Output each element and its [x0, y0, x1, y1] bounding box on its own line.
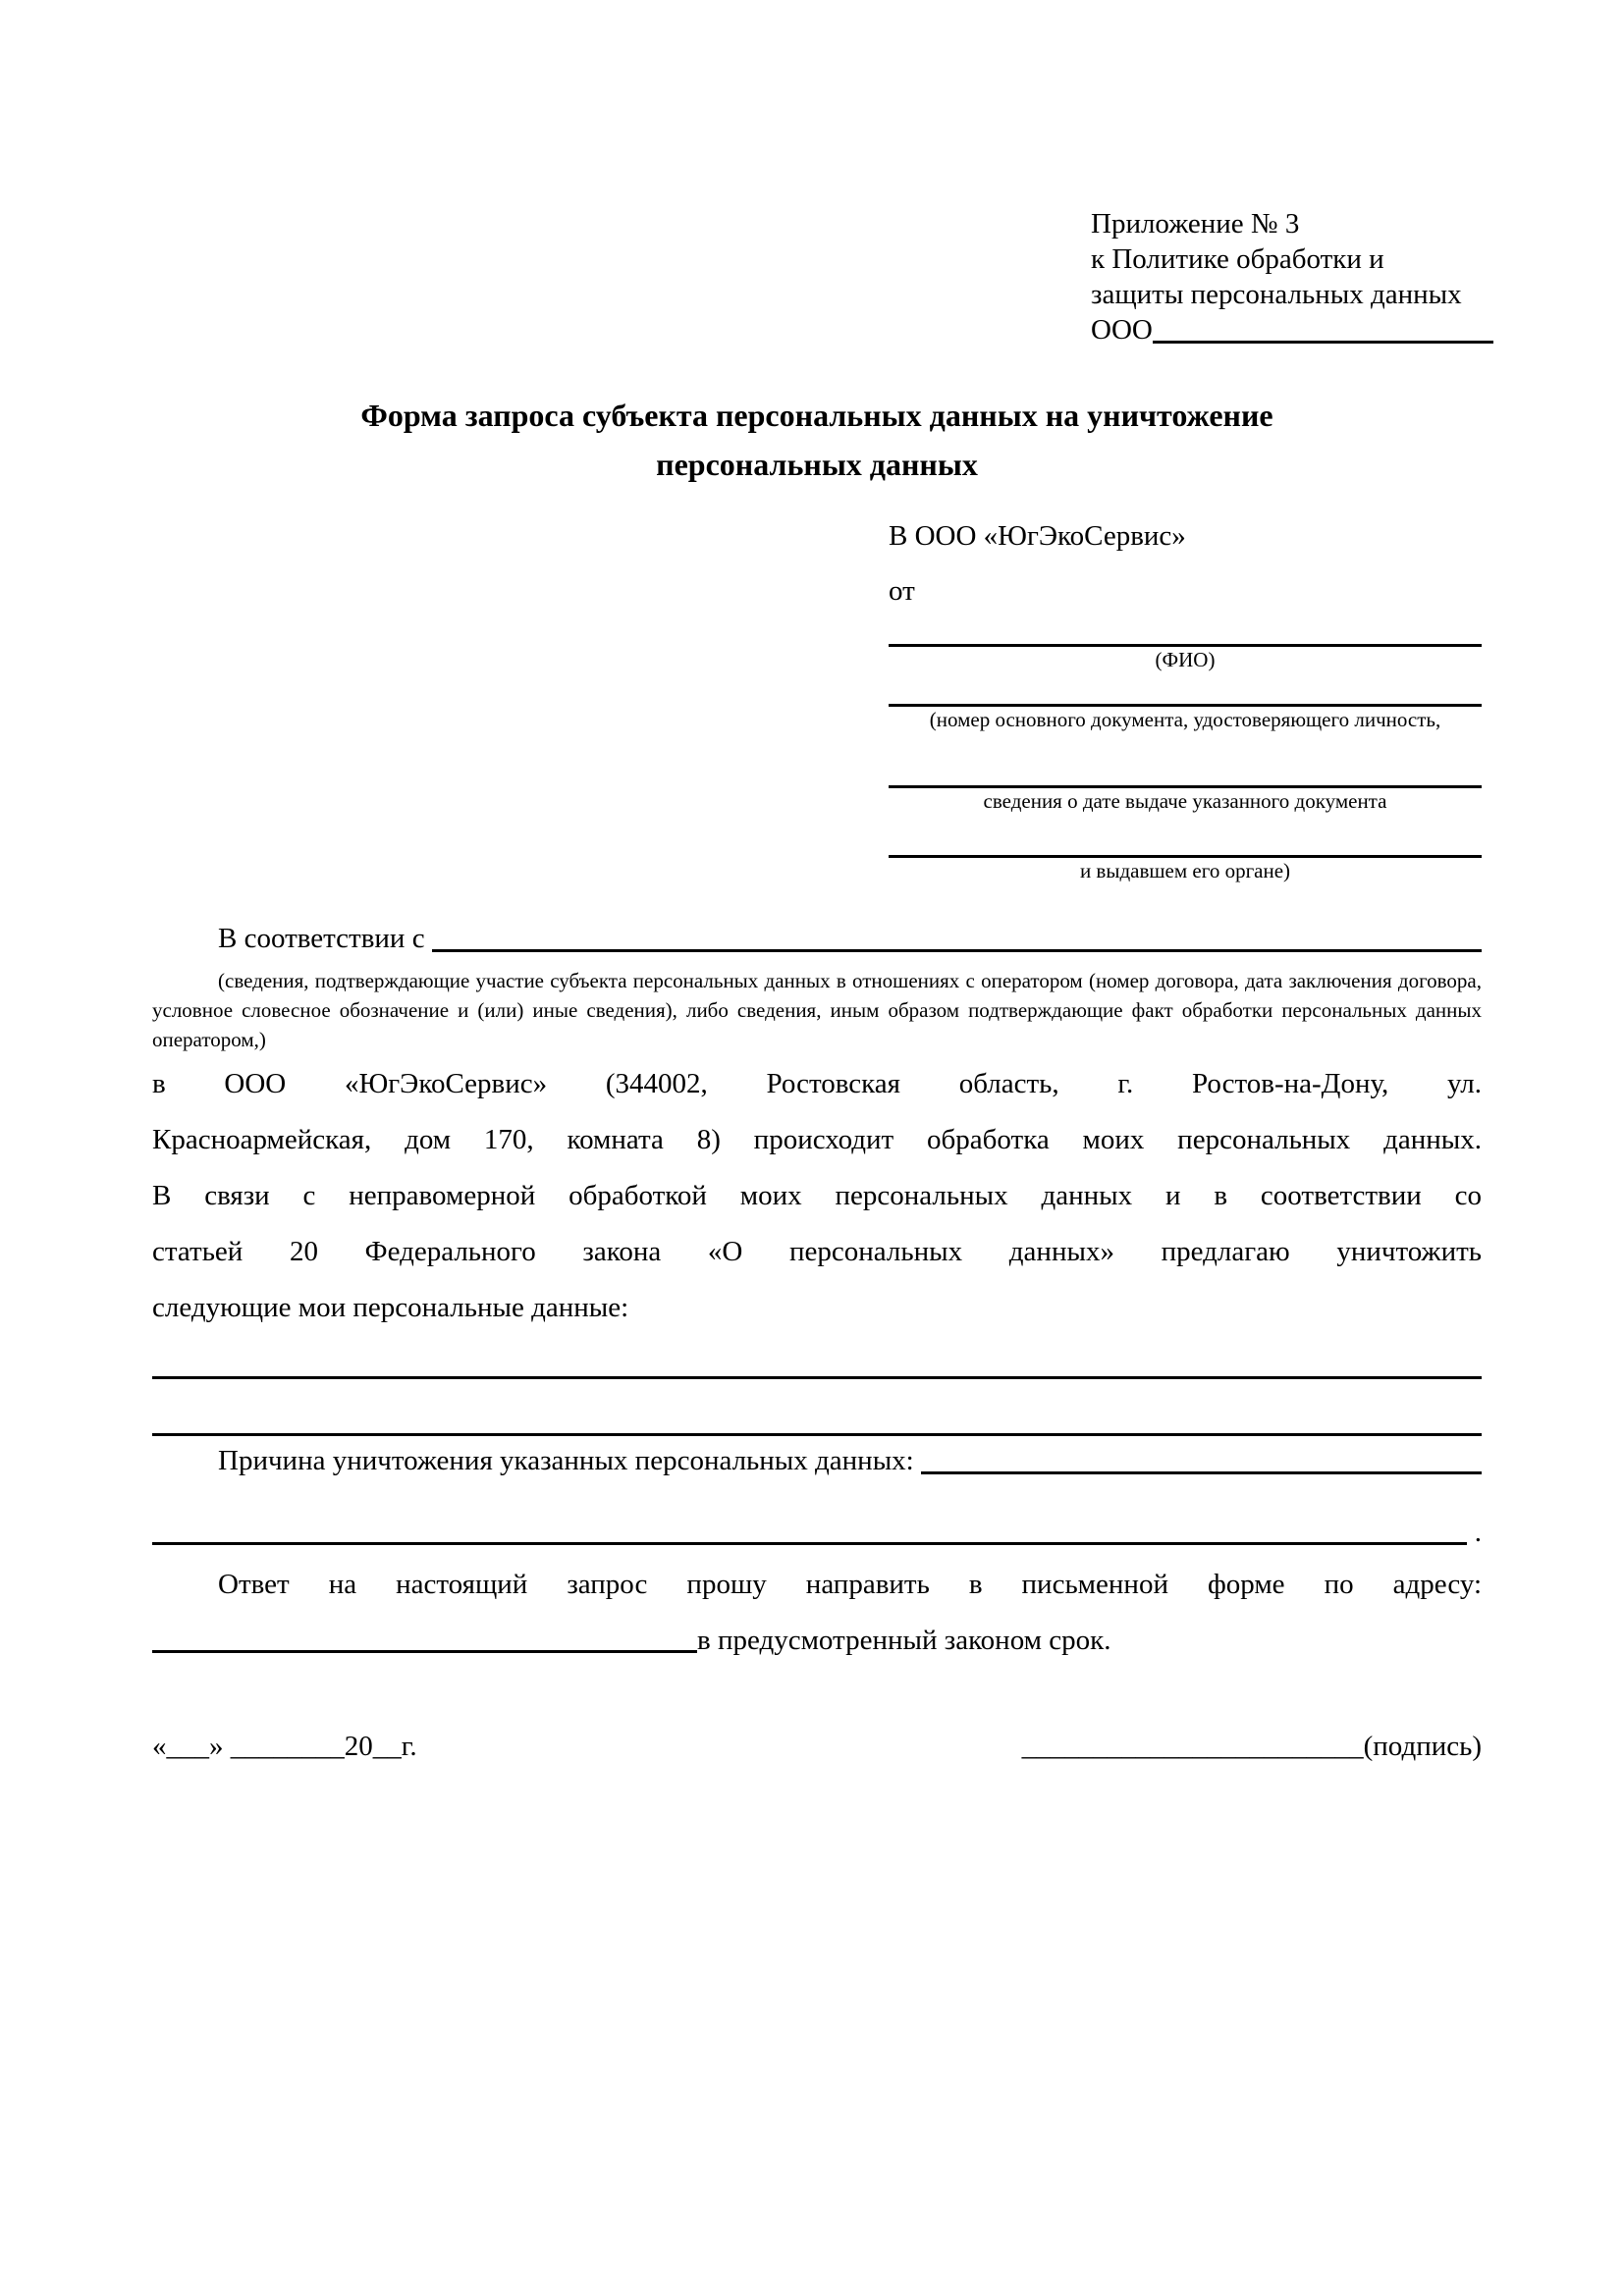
issuing-authority-field: [889, 814, 1482, 883]
page-title: [152, 391, 1482, 489]
reason-row: [152, 1443, 1482, 1479]
signature-blank-line: ________________________: [1021, 1731, 1364, 1762]
from-label: от: [889, 575, 915, 607]
body-line: Красноармейская, дом 170, комната 8) происходит обработка моих персональных данных.: [152, 1124, 1482, 1155]
ooo-label: ООО: [1091, 314, 1153, 346]
reason-period: .: [1474, 1517, 1482, 1548]
body-line: В связи с неправомерной обработкой моих персональных данных и в соответствии со: [152, 1180, 1482, 1211]
recipient-to: В ООО «ЮгЭкоСервис»: [889, 520, 1186, 552]
issue-date-field-label: сведения о дате выдаче указанного документа: [983, 789, 1387, 813]
title-line-1: Форма запроса субъекта персональных данных на уничтожение: [360, 398, 1273, 433]
page-content: [152, 0, 1482, 2296]
date-blank: «___» ________20__г.: [152, 1731, 417, 1762]
data-blank-line-2: [152, 1433, 1482, 1436]
body-line: следующие мои персональные данные:: [152, 1292, 629, 1323]
issue-date-field: [889, 732, 1482, 814]
accordance-row: [152, 921, 1482, 957]
reply-line-2-suffix: в предусмотренный законом срок.: [697, 1625, 1111, 1656]
title-line-2: персональных данных: [656, 447, 978, 482]
issue-date-blank-line: [889, 732, 1482, 788]
reason-blank-line: [921, 1443, 1482, 1474]
body-line: в ООО «ЮгЭкоСервис» (344002, Ростовская область, г. Ростов-на-Дону, ул.: [152, 1068, 1482, 1099]
reason-blank-line-2: [152, 1515, 1467, 1545]
accordance-lead: В соответствии с: [218, 923, 432, 954]
annex-header: [1091, 206, 1493, 347]
fio-blank-line: [889, 609, 1482, 647]
annex-line-3: защиты персональных данных: [1091, 279, 1462, 310]
explanatory-note: (сведения, подтверждающие участие субъекта персональных данных в отношениях с оператором (номер договора, дата заключения договора, условное словесное обозначение и (или) иные сведения), либо сведения, иным образом подтверждающие факт обработки персональных данных оператором,): [152, 969, 1482, 1051]
annex-line-1: Приложение № 3: [1091, 208, 1300, 240]
document-number-field: [889, 672, 1482, 732]
issuing-authority-blank-line: [889, 814, 1482, 858]
document-number-field-label: (номер основного документа, удостоверяющего личность,: [929, 708, 1441, 731]
signature-label: (подпись): [1363, 1731, 1482, 1762]
address-blank-line: [152, 1623, 697, 1653]
document-number-blank-line: [889, 672, 1482, 707]
body-line: статьей 20 Федерального закона «О персональных данных» предлагаю уничтожить: [152, 1236, 1482, 1267]
reason-continuation-row: [152, 1515, 1482, 1551]
recipient-block: [889, 518, 1482, 883]
annex-line-2: к Политике обработки и: [1091, 243, 1384, 275]
fio-field-label: (ФИО): [1155, 648, 1216, 671]
body-paragraph: [152, 1056, 1482, 1336]
annex-ooo-row: [1091, 312, 1493, 347]
issuing-authority-field-label: и выдавшем его органе): [1079, 859, 1291, 882]
fio-field: [889, 609, 1482, 672]
signature-area: [1022, 1728, 1482, 1765]
reply-line-1: Ответ на настоящий запрос прошу направить в письменной форме по адресу:: [218, 1569, 1482, 1600]
ooo-blank-line: [1153, 341, 1493, 344]
accordance-blank-line: [432, 921, 1482, 952]
reason-lead: Причина уничтожения указанных персональных данных:: [218, 1445, 921, 1476]
footer-row: [152, 1728, 1482, 1765]
reply-line-2: [152, 1623, 1482, 1659]
data-blank-line-1: [152, 1376, 1482, 1379]
